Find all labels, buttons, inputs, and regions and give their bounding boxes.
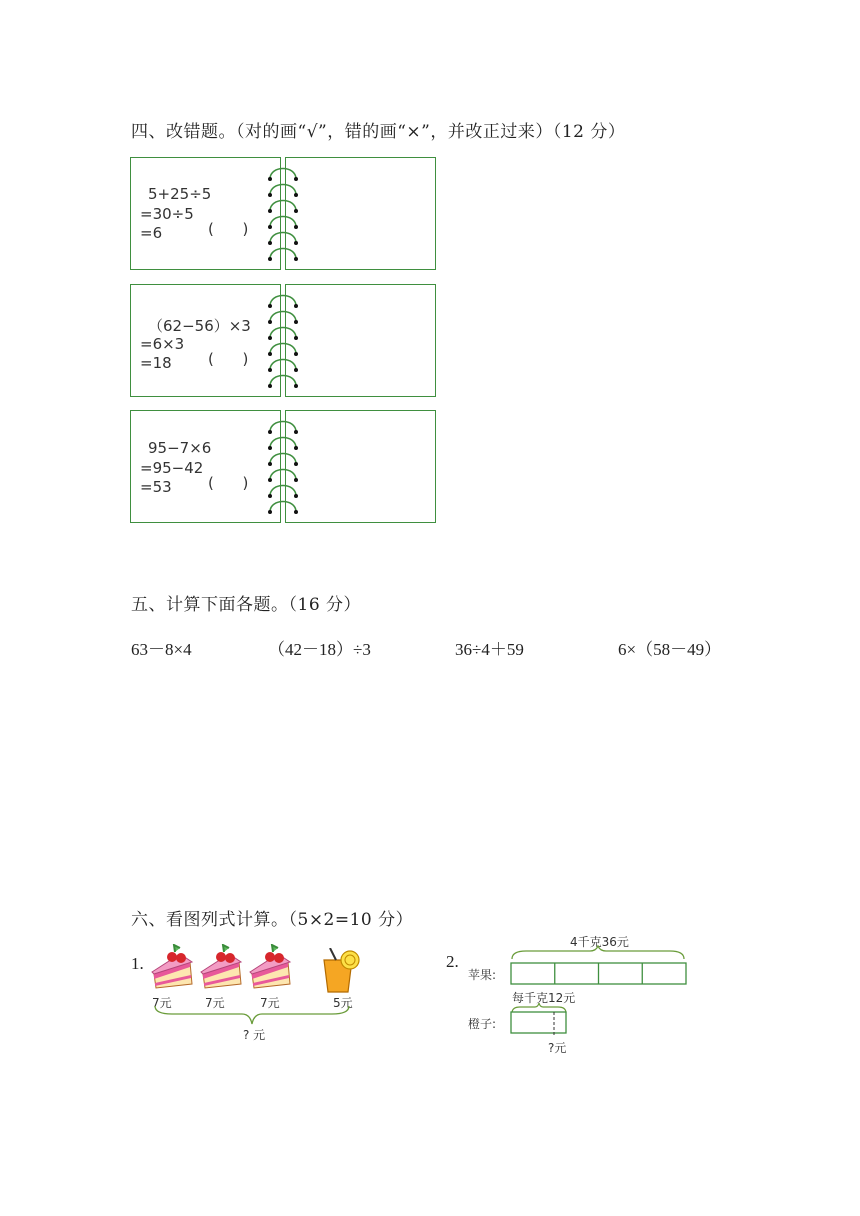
cake-icon [248, 944, 294, 992]
answer-parentheses[interactable]: ( ) [208, 220, 249, 238]
card-line-3: =18 [140, 354, 172, 372]
notebook-card-3 [130, 410, 437, 523]
calc-problem-1: 63－8×4 [131, 640, 192, 659]
section-6-heading: 六、看图列式计算。（5×2=10 分） [131, 910, 414, 930]
card-line-1: 5+25÷5 [148, 185, 212, 203]
section-4-heading: 四、改错题。（对的画“√”，错的画“×”，并改正过来）（12 分） [131, 122, 626, 142]
calc-problem-4: 6×（58－49） [618, 640, 722, 659]
card-line-2: =6×3 [140, 335, 185, 353]
orange-price-label: ?元 [548, 1041, 567, 1055]
problem-2-number: 2. [446, 952, 459, 971]
spiral-rings-icon [258, 416, 308, 516]
total-unknown-label: ? 元 [243, 1028, 266, 1042]
answer-parentheses[interactable]: ( ) [208, 474, 249, 492]
juice-price: 5元 [333, 996, 353, 1010]
card-line-2: =30÷5 [140, 205, 194, 223]
notebook-card-1 [130, 157, 437, 270]
cake-price-1: 7元 [152, 996, 172, 1010]
cake-icon [150, 944, 196, 992]
spiral-rings-icon [258, 163, 308, 263]
orange-label: 橙子: [468, 1017, 497, 1031]
per-kg-label: 每千克12元 [512, 991, 576, 1005]
card-line-1: （62−56）×3 [148, 317, 251, 335]
total-brace-icon [152, 1004, 352, 1028]
card-line-2: =95−42 [140, 459, 204, 477]
spiral-rings-icon [258, 290, 308, 390]
card-line-1: 95−7×6 [148, 439, 212, 457]
card-line-3: =53 [140, 478, 172, 496]
cake-price-3: 7元 [260, 996, 280, 1010]
calc-problem-2: （42－18）÷3 [268, 640, 371, 659]
answer-parentheses[interactable]: ( ) [208, 350, 249, 368]
juice-cup-icon [318, 948, 364, 994]
calc-problem-3: 36÷4＋59 [455, 640, 524, 659]
cake-price-2: 7元 [205, 996, 225, 1010]
cake-icon [199, 944, 245, 992]
notebook-card-2 [130, 284, 437, 397]
apple-brace-icon [510, 945, 688, 961]
section-5-heading: 五、计算下面各题。（16 分） [131, 595, 362, 615]
apple-bar [510, 962, 688, 986]
apple-total-label: 4千克36元 [570, 935, 629, 949]
orange-bar [510, 1010, 570, 1038]
card-line-3: =6 [140, 224, 163, 242]
problem-1-number: 1. [131, 954, 144, 973]
apple-label: 苹果: [468, 968, 497, 982]
